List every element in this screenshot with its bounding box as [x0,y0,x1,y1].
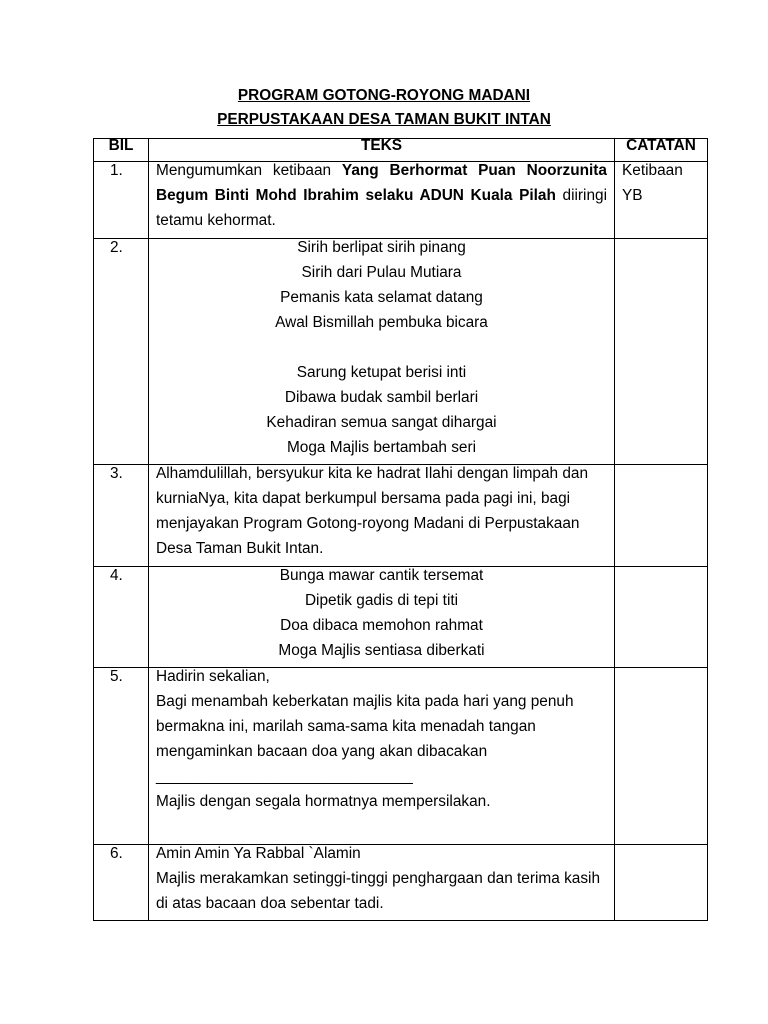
teks-text: Mengumumkan ketibaan [156,162,342,179]
table-row [94,668,708,845]
bil-cell [94,465,149,567]
teks-line: Majlis dengan segala hormatnya mempersilakan. [156,793,491,810]
teks-bold-text: Yang Berhormat Puan Noorzunita Begum Binti Mohd Ibrahim selaku ADUN Kuala Pilah [156,162,607,204]
teks-line: di atas bacaan doa sebentar tadi. [156,895,384,912]
row-number: 1. [110,162,123,179]
catatan-cell [615,567,708,668]
table-row [94,162,708,239]
table-row [94,465,708,567]
teks-line: Bagi menambah keberkatan majlis kita pada hari yang penuh [156,693,574,710]
document-subtitle: PERPUSTAKAAN DESA TAMAN BUKIT INTAN [217,111,551,128]
pantun [156,563,607,663]
poem-line: Dipetik gadis di tepi titi [304,592,459,609]
catatan-cell [615,162,708,239]
table-row [94,239,708,465]
poem-line: Moga Majlis bertambah seri [286,439,477,456]
poem-line: Moga Majlis sentiasa diberkati [278,642,485,659]
catatan-cell [615,845,708,921]
teks-line: mengaminkan bacaan doa yang akan dibacakan [156,743,488,760]
column-header-teks: TEKS [149,139,615,162]
poem-line: Awal Bismillah pembuka bicara [275,314,488,331]
column-header-catatan: CATATAN [615,139,708,162]
teks-cell [149,845,615,921]
teks-line: Desa Taman Bukit Intan. [156,540,324,557]
teks-line: Alhamdulillah, bersyukur kita ke hadrat Ilahi dengan limpah dan [156,465,589,482]
row-number: 2. [110,239,123,256]
row-number: 6. [110,845,123,862]
poem-line: Sirih dari Pulau Mutiara [301,264,462,281]
teks-text: diiringi tetamu kehormat. [156,187,608,229]
bil-cell [94,668,149,845]
bil-cell [94,239,149,465]
bil-cell [94,845,149,921]
catatan-cell [615,239,708,465]
pantun [156,235,607,460]
row-number: 4. [110,567,123,584]
teks-cell [149,465,615,567]
teks-paragraph [156,158,607,233]
row-number: 5. [110,668,123,685]
teks-cell [149,668,615,845]
catatan-text: Ketibaan YB [622,162,683,204]
table-row [94,845,708,921]
teks-line: Amin Amin Ya Rabbal `Alamin [156,845,361,862]
poem-line: Sarung ketupat berisi inti [296,364,467,381]
catatan-cell [615,465,708,567]
document-title: PROGRAM GOTONG-ROYONG MADANI [237,87,531,104]
teks-line: Hadirin sekalian, [156,668,270,685]
bil-cell [94,567,149,668]
column-header-bil: BIL [94,139,149,162]
blank-fill-line: ______________________________ [156,768,413,785]
poem-line: Dibawa budak sambil berlari [284,389,479,406]
teks-line: bermakna ini, marilah sama-sama kita menadah tangan [156,718,536,735]
teks-line: menjayakan Program Gotong-royong Madani di Perpustakaan [156,515,580,532]
bil-cell [94,162,149,239]
poem-line: Kehadiran semua sangat dihargai [266,414,497,431]
poem-line: Doa dibaca memohon rahmat [280,617,483,634]
program-table [93,138,708,921]
table-row [94,567,708,668]
teks-line: kurniaNya, kita dapat berkumpul bersama pada pagi ini, bagi [156,490,571,507]
row-number: 3. [110,465,123,482]
teks-cell [149,239,615,465]
stanza-gap [156,335,607,360]
poem-line: Bunga mawar cantik tersemat [279,567,484,584]
teks-cell [149,162,615,239]
teks-line: Majlis merakamkan setinggi-tinggi penghargaan dan terima kasih [156,870,600,887]
catatan-cell [615,668,708,845]
poem-line: Sirih berlipat sirih pinang [297,239,466,256]
poem-line: Pemanis kata selamat datang [280,289,483,306]
teks-cell [149,567,615,668]
